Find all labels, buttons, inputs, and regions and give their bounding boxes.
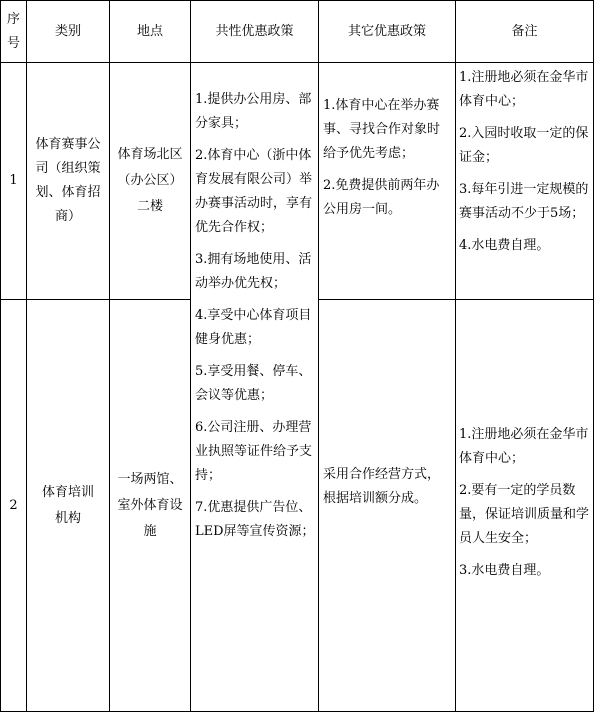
column-divider: [318, 0, 319, 712]
common-policy-item: 6.公司注册、办理营业执照等证件给予支持；: [195, 420, 313, 483]
header-location: 地点: [136, 23, 163, 39]
row1-seq: 1: [9, 173, 18, 188]
other-policy-item: 1.体育中心在举办赛事、寻找合作对象时给予优先考虑；: [323, 98, 441, 161]
header-seq: 序号: [7, 11, 21, 51]
row2-other-policy: [323, 463, 451, 583]
common-policy-item: 2.体育中心（浙中体育发展有限公司）举办赛事活动时，享有优先合作权；: [195, 148, 313, 235]
row2-seq: 2: [9, 497, 18, 513]
remarks-item: 3.每年引进一定规模的赛事活动不少于5场；: [459, 182, 589, 221]
header-category: 类别: [54, 23, 81, 39]
common-policy-item: 4.享受中心体育项目健身优惠；: [195, 308, 312, 347]
table-border-row1: [318, 299, 594, 300]
row1-other-policy: [323, 94, 451, 294]
header-common-policy: 共性优惠政策: [215, 23, 294, 39]
remarks-item: 2.入园时收取一定的保证金；: [459, 126, 589, 165]
row1-remarks: [459, 66, 590, 296]
other-policy-item: 2.免费提供前两年办公用房一间。: [323, 178, 440, 217]
row2-location: 一场两馆、室外体育设施: [117, 471, 183, 539]
remarks-item: 1.注册地必须在金华市体育中心；: [459, 70, 589, 109]
remarks-item: 4.水电费自理。: [459, 238, 550, 253]
common-policy-cell: [195, 88, 315, 708]
row1-location: 体育场北区（办公区）二楼: [117, 147, 183, 214]
column-divider: [190, 0, 191, 712]
header-remarks: 备注: [511, 23, 538, 39]
remarks-item: 1.注册地必须在金华市体育中心；: [459, 427, 589, 466]
column-divider: [455, 0, 456, 712]
row1-category: 体育赛事公司（组织策划、体育招商）: [35, 137, 101, 224]
header-other-policy: 其它优惠政策: [347, 23, 426, 39]
remarks-item: 3.水电费自理。: [459, 563, 550, 578]
other-policy-item: 采用合作经营方式，根据培训额分成。: [323, 467, 441, 506]
common-policy-item: 5.享受用餐、停车、会议等优惠；: [195, 364, 312, 403]
remarks-item: 2.要有一定的学员数量，保证培训质量和学员人生安全；: [459, 483, 590, 546]
row2-category: 体育培训机构: [41, 484, 94, 526]
common-policy-item: 7.优惠提供广告位、LED屏等宣传资源；: [195, 500, 315, 539]
row2-remarks: [459, 423, 590, 613]
common-policy-item: 1.提供办公用房、部分家具；: [195, 92, 312, 131]
common-policy-item: 3.拥有场地使用、活动举办优先权；: [195, 252, 312, 291]
